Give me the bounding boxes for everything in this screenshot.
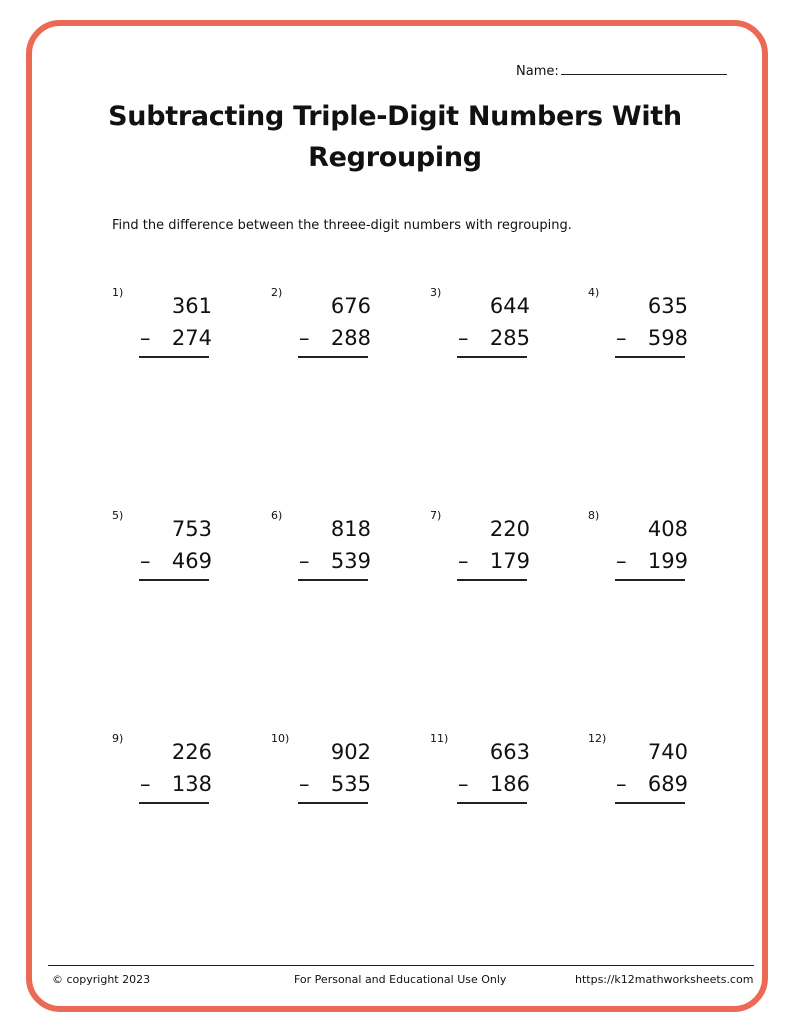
- minuend: 220: [489, 517, 530, 541]
- problem-9: [112, 732, 272, 812]
- answer-line: [615, 356, 685, 358]
- problem-11: [430, 732, 590, 812]
- problem-2: [271, 286, 431, 366]
- problem-number: 6): [271, 509, 283, 522]
- answer-line: [139, 579, 209, 581]
- minuend: 676: [330, 294, 371, 318]
- answer-line: [615, 802, 685, 804]
- problem-number: 1): [112, 286, 124, 299]
- subtrahend-row: [299, 549, 371, 573]
- subtrahend: 598: [647, 326, 688, 350]
- answer-line: [298, 802, 368, 804]
- minus-sign: –: [299, 326, 310, 350]
- subtrahend: 186: [489, 772, 530, 796]
- subtrahend: 539: [330, 549, 371, 573]
- subtrahend-row: [616, 772, 688, 796]
- answer-line: [457, 802, 527, 804]
- problem-number: 4): [588, 286, 600, 299]
- problem-number: 5): [112, 509, 124, 522]
- problem-1: [112, 286, 272, 366]
- minuend: 408: [647, 517, 688, 541]
- subtrahend-row: [458, 549, 530, 573]
- minus-sign: –: [616, 326, 627, 350]
- minuend: 902: [330, 740, 371, 764]
- problem-number: 3): [430, 286, 442, 299]
- subtrahend: 535: [330, 772, 371, 796]
- minuend: 361: [171, 294, 212, 318]
- problem-5: [112, 509, 272, 589]
- problem-6: [271, 509, 431, 589]
- subtrahend-row: [616, 326, 688, 350]
- answer-line: [457, 356, 527, 358]
- problem-number: 2): [271, 286, 283, 299]
- answer-line: [139, 356, 209, 358]
- problem-12: [588, 732, 748, 812]
- subtrahend-row: [458, 326, 530, 350]
- minuend: 635: [647, 294, 688, 318]
- subtrahend: 469: [171, 549, 212, 573]
- minus-sign: –: [616, 772, 627, 796]
- instructions: Find the difference between the threee-digit numbers with regrouping.: [112, 218, 572, 233]
- subtrahend: 138: [171, 772, 212, 796]
- problem-number: 8): [588, 509, 600, 522]
- minus-sign: –: [458, 326, 469, 350]
- minuend: 818: [330, 517, 371, 541]
- minus-sign: –: [458, 772, 469, 796]
- minus-sign: –: [299, 549, 310, 573]
- subtrahend-row: [616, 549, 688, 573]
- minus-sign: –: [458, 549, 469, 573]
- subtrahend: 274: [171, 326, 212, 350]
- name-blank-line: [561, 62, 727, 75]
- page-title: Subtracting Triple-Digit Numbers With Regrouping: [108, 101, 682, 173]
- answer-line: [615, 579, 685, 581]
- subtrahend-row: [140, 772, 212, 796]
- minus-sign: –: [140, 772, 151, 796]
- footer-divider: [48, 965, 754, 966]
- answer-line: [298, 356, 368, 358]
- problem-number: 12): [588, 732, 607, 745]
- answer-line: [139, 802, 209, 804]
- minus-sign: –: [299, 772, 310, 796]
- name-label: Name:: [516, 64, 559, 79]
- problem-4: [588, 286, 748, 366]
- subtrahend: 285: [489, 326, 530, 350]
- problem-10: [271, 732, 431, 812]
- minuend: 644: [489, 294, 530, 318]
- problem-number: 7): [430, 509, 442, 522]
- subtrahend-row: [299, 772, 371, 796]
- minus-sign: –: [140, 549, 151, 573]
- problem-7: [430, 509, 590, 589]
- subtrahend: 199: [647, 549, 688, 573]
- answer-line: [457, 579, 527, 581]
- subtrahend-row: [458, 772, 530, 796]
- problem-3: [430, 286, 590, 366]
- answer-line: [298, 579, 368, 581]
- minuend: 753: [171, 517, 212, 541]
- minus-sign: –: [616, 549, 627, 573]
- minuend: 226: [171, 740, 212, 764]
- subtrahend-row: [140, 326, 212, 350]
- problem-number: 9): [112, 732, 124, 745]
- subtrahend: 288: [330, 326, 371, 350]
- minus-sign: –: [140, 326, 151, 350]
- subtrahend-row: [299, 326, 371, 350]
- minuend: 663: [489, 740, 530, 764]
- subtrahend-row: [140, 549, 212, 573]
- minuend: 740: [647, 740, 688, 764]
- footer-url: https://k12mathworksheets.com: [575, 973, 754, 986]
- subtrahend: 179: [489, 549, 530, 573]
- problem-number: 11): [430, 732, 449, 745]
- subtrahend: 689: [647, 772, 688, 796]
- footer-usage: For Personal and Educational Use Only: [294, 973, 507, 986]
- name-field[interactable]: [516, 62, 727, 79]
- problem-8: [588, 509, 748, 589]
- problem-number: 10): [271, 732, 290, 745]
- footer-copyright: © copyright 2023: [52, 973, 151, 986]
